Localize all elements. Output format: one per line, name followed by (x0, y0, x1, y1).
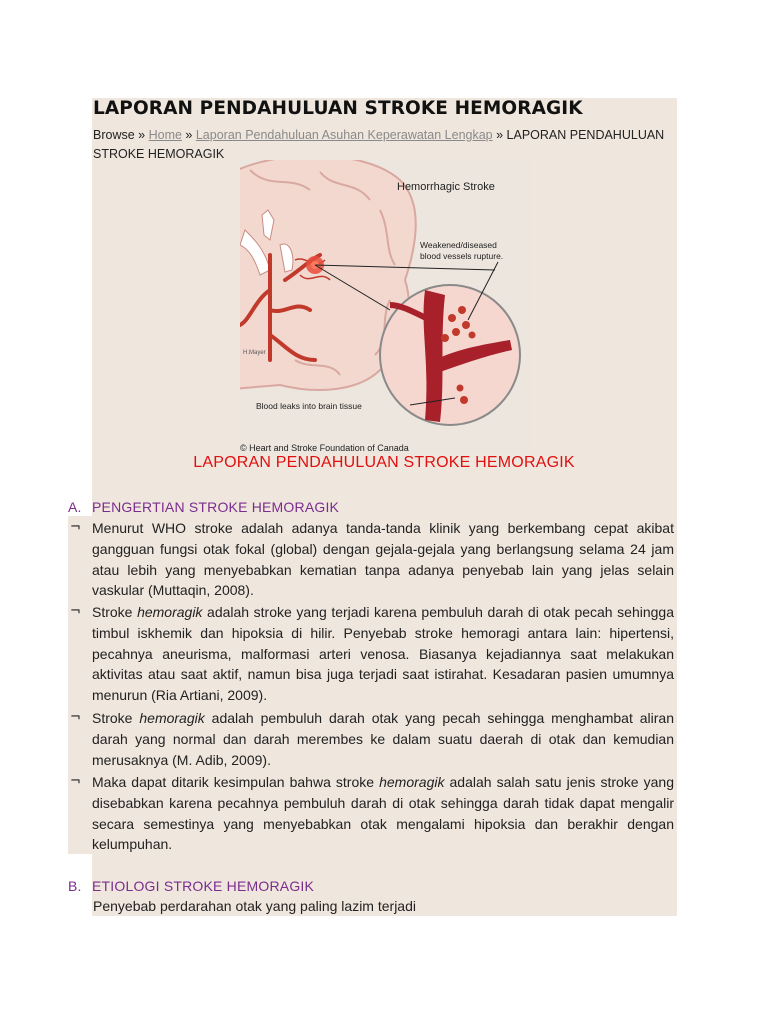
paragraph-3 (70, 708, 674, 770)
section-a-heading (68, 499, 339, 515)
figure-credit: © Heart and Stroke Foundation of Canada (240, 443, 409, 453)
bullet-icon: ¬ (70, 520, 81, 535)
breadcrumb-browse: Browse (93, 128, 135, 142)
section-b-letter: B. (68, 878, 82, 894)
paragraph-2 (70, 602, 674, 706)
section-a-title: PENGERTIAN STROKE HEMORAGIK (92, 499, 340, 515)
stroke-illustration (240, 160, 530, 454)
paragraph-emphasis: hemoragik (137, 604, 203, 620)
breadcrumb (93, 126, 673, 164)
section-a-letter: A. (68, 499, 82, 515)
figure-label-leak: Blood leaks into brain tissue (256, 401, 362, 411)
figure-title: Hemorrhagic Stroke (397, 181, 495, 193)
breadcrumb-current: LAPORAN PENDAHULUAN STROKE HEMORAGIK (93, 128, 665, 161)
figure-label-vessels-line1: Weakened/diseased (420, 240, 497, 250)
paragraph-text: Stroke (92, 710, 140, 726)
breadcrumb-separator: » (181, 128, 196, 142)
paragraph-emphasis: hemoragik (139, 710, 205, 726)
paragraph-emphasis: hemoragik (379, 774, 445, 790)
bullet-icon: ¬ (70, 774, 81, 789)
breadcrumb-category-link[interactable]: Laporan Pendahuluan Asuhan Keperawatan Lengkap (195, 128, 493, 142)
figure-label-vessels-line2: blood vessels rupture. (420, 251, 504, 261)
paragraph-4 (70, 772, 674, 855)
paragraph-text: adalah salah satu jenis stroke yang disebabkan karena pecahnya pembuluh darah di otak sehingga darah tidak dapat mengalir secara semestinya yang menyebabkan otak mengalami hipoksia dan berakhir dengan kelumpuhan. (92, 774, 674, 853)
breadcrumb-home-link[interactable]: Home (148, 128, 182, 142)
etiology-text: Penyebab perdarahan otak yang paling lazim terjadi (93, 898, 416, 914)
paragraph-text: Menurut WHO stroke adalah adanya tanda-tanda klinik yang berkembang cepat akibat gangguan fungsi otak fokal (global) dengan gejala-gejala yang berlangsung selama 24 jam atau lebih yang menyebabkan kematian tanpa adanya penyebab lain yang jelas selain vaskular (Muttaqin, 2008). (92, 520, 674, 599)
page-title: LAPORAN PENDAHULUAN STROKE HEMORAGIK (93, 98, 583, 119)
paragraph-text: Stroke (92, 604, 138, 620)
paragraph-text: adalah stroke yang terjadi karena pembuluh darah di otak pecah sehingga timbul iskhemik dan hipoksia di hilir. Penyebab stroke hemoragi antara lain: hipertensi, pecahnya aneurisma, malformasi arteri venosa. Biasanya kejadiannya saat melakukan aktivitas atau saat aktif, namun bisa juga terjadi saat istirahat. Kesadaran pasien umumnya menurun (Ria Artiani, 2009). (92, 604, 675, 704)
brain-hemorrhage-diagram (240, 160, 530, 454)
bullet-icon: ¬ (70, 604, 81, 619)
bullet-icon: ¬ (70, 710, 81, 725)
section-b-heading (68, 878, 314, 894)
section-b-title-prefix: ETIOLOGI (92, 878, 164, 894)
breadcrumb-separator: » (492, 128, 507, 142)
section-title: LAPORAN PENDAHULUAN STROKE HEMORAGIK (193, 454, 575, 471)
breadcrumb-separator: » (134, 128, 149, 142)
section-b-title: STROKE HEMORAGIK (163, 878, 315, 894)
paragraph-text: adalah pembuluh darah otak yang pecah sehingga menghambat aliran darah yang normal dan darah merembes ke dalam suatu daerah di otak dan kemudian merusaknya (M. Adib, 2009). (92, 710, 674, 768)
figure-artist: H.Mayer (243, 350, 266, 356)
paragraph-1 (70, 518, 674, 601)
paragraph-text: Maka dapat ditarik kesimpulan bahwa stroke (92, 774, 380, 790)
